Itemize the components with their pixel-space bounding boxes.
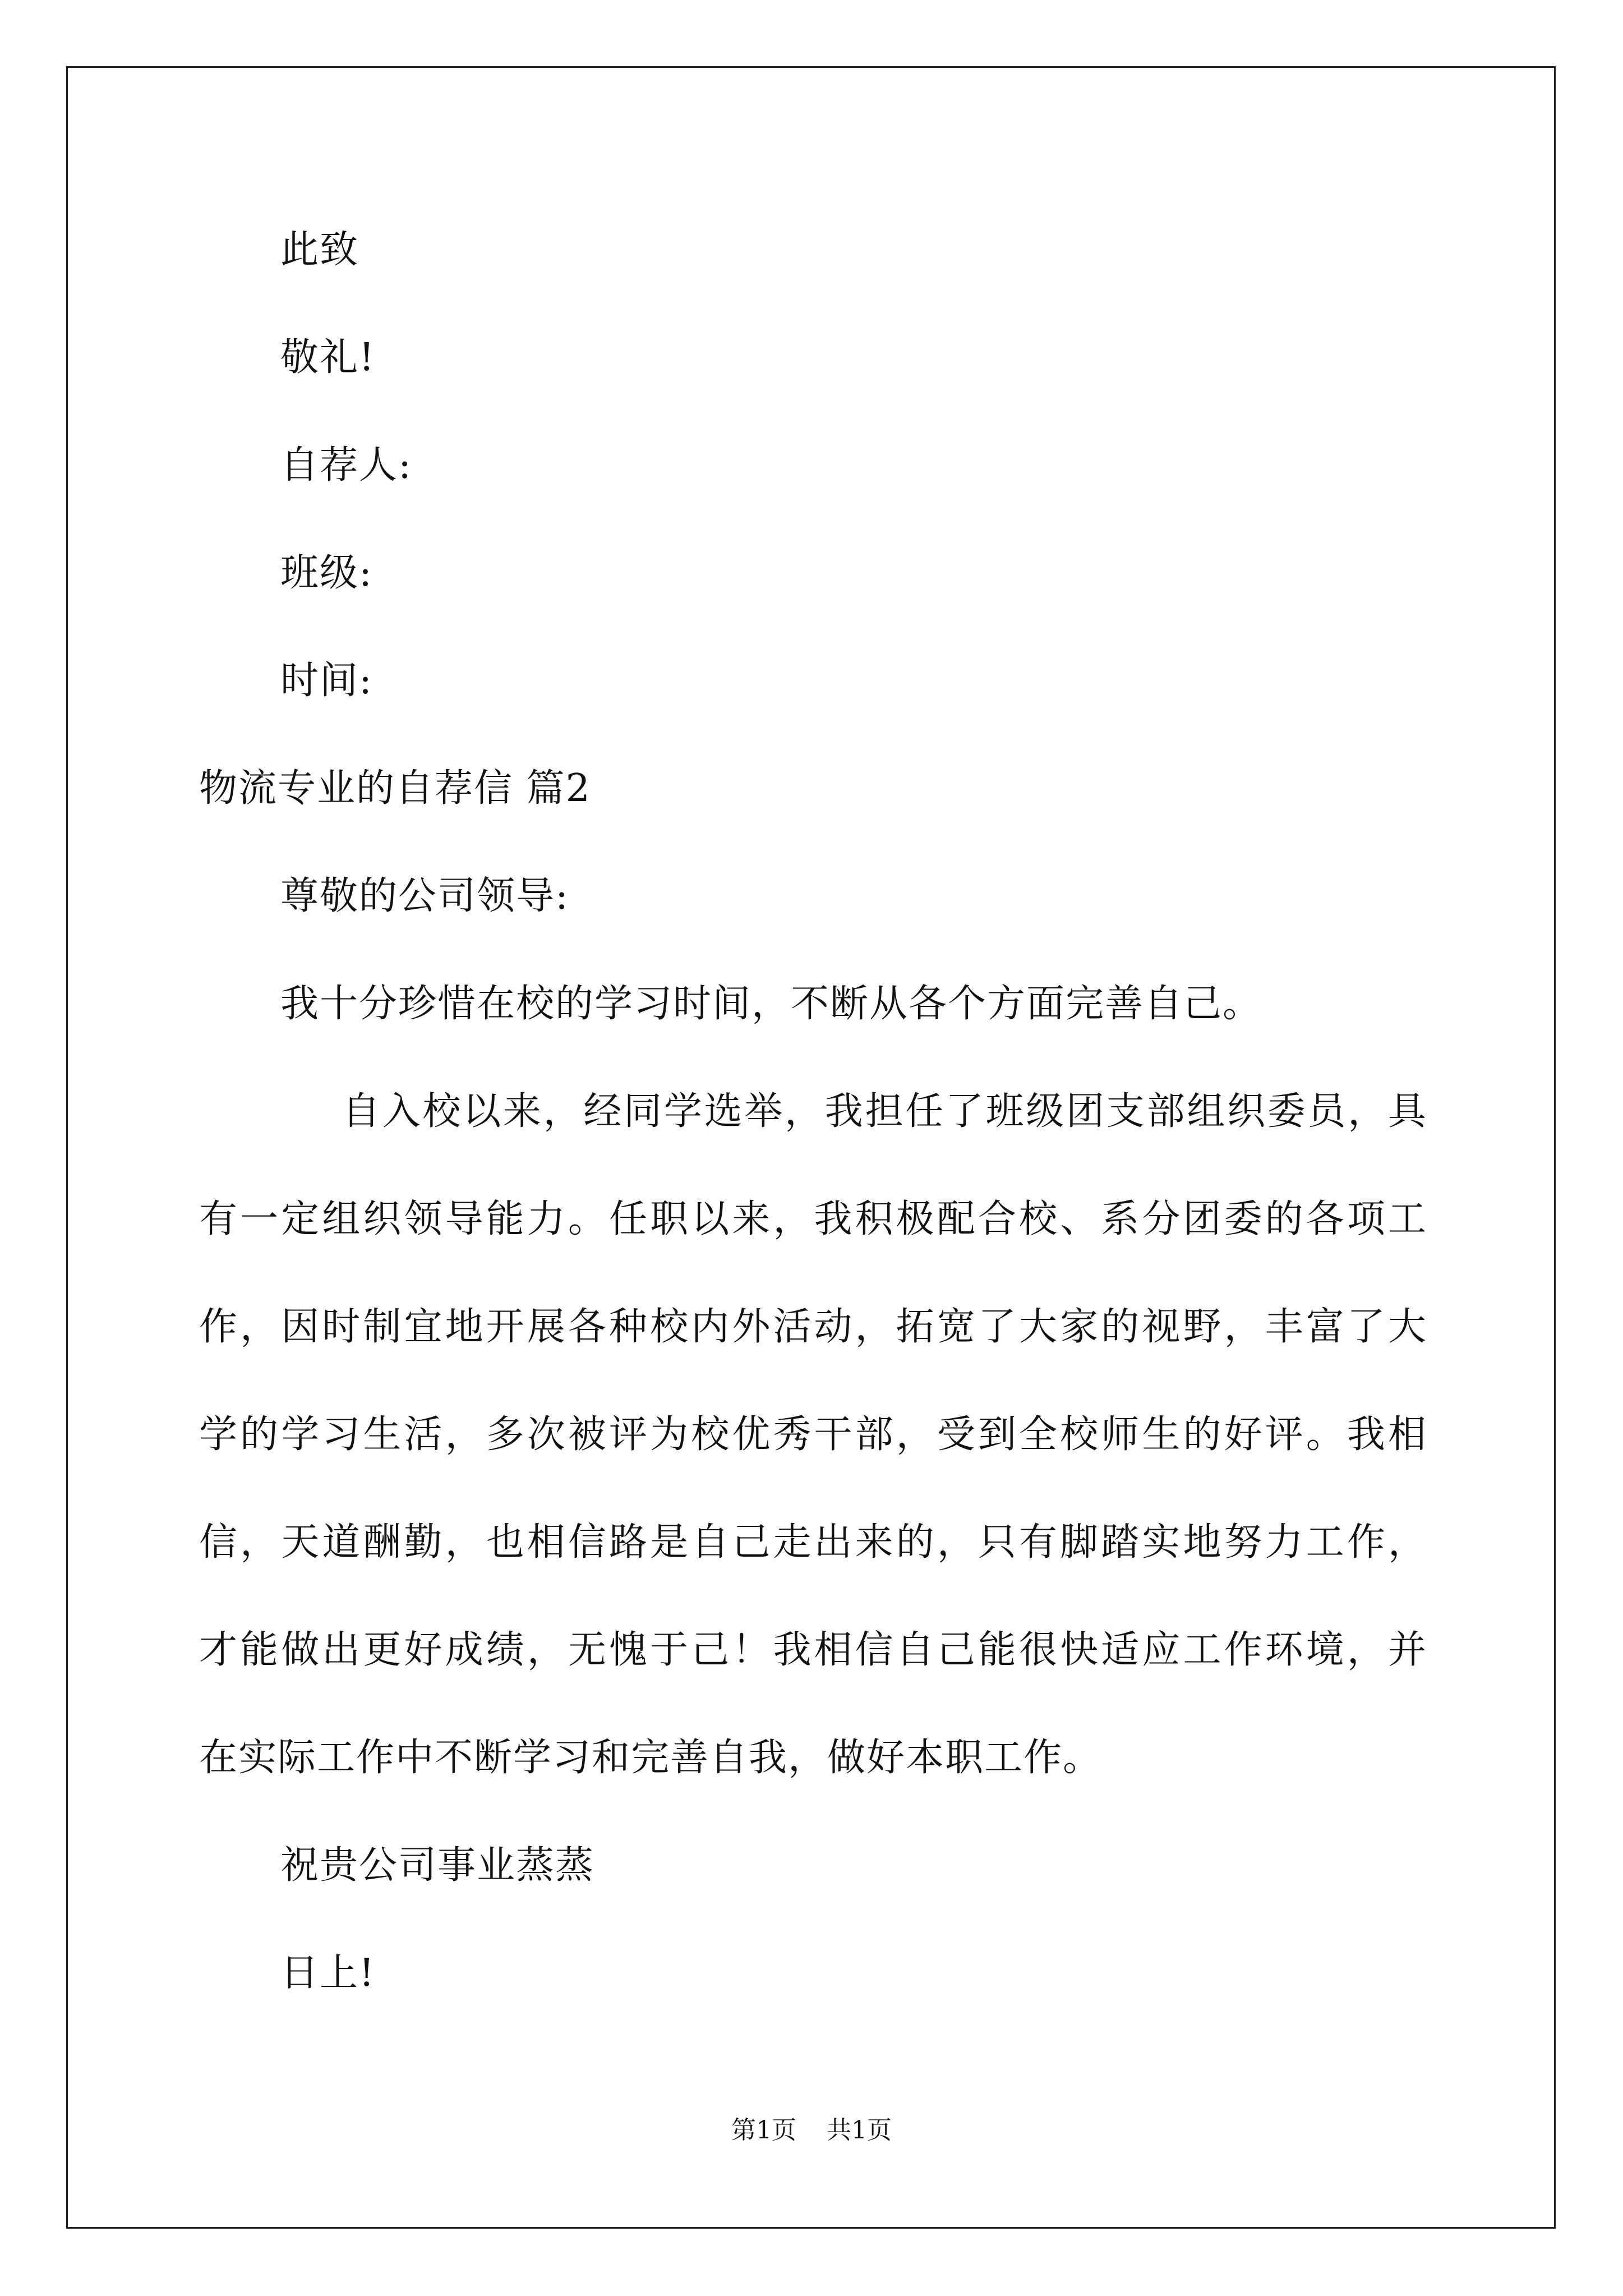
page-border (66, 66, 1556, 2229)
paragraph-1: 我十分珍惜在校的学习时间，不断从各个方面完善自己。 (280, 982, 1262, 1026)
paragraph-2-line: 作，因时制宜地开展各种校内外活动，拓宽了大家的视野，丰富了大 (199, 1305, 1427, 1349)
salutation: 此致 (280, 228, 359, 272)
page-number-total: 共1页 (827, 2116, 892, 2145)
paragraph-2-line: 有一定组织领导能力。任职以来，我积极配合校、系分团委的各项工 (199, 1197, 1427, 1241)
page-number-current: 第1页 (731, 2116, 796, 2145)
paragraph-2-line: 在实际工作中不断学习和完善自我，做好本职工作。 (199, 1736, 1103, 1780)
paragraph-2-line: 自入校以来，经同学选举，我担任了班级团支部组织委员，具 (342, 1089, 1427, 1134)
page-footer (0, 2114, 1623, 2147)
paragraph-2-line: 学的学习生活，多次被评为校优秀干部，受到全校师生的好评。我相 (199, 1412, 1427, 1457)
class-label: 班级: (280, 551, 373, 595)
time-label: 时间: (280, 659, 373, 703)
closing-line-2: 日上! (280, 1951, 376, 1995)
paragraph-2-line: 信，天道酬勤，也相信路是自己走出来的，只有脚踏实地努力工作， (199, 1520, 1427, 1565)
paragraph-2-line: 才能做出更好成绩，无愧于己！我相信自己能很快适应工作环境，并 (199, 1628, 1427, 1672)
closing-line-1: 祝贵公司事业蒸蒸 (280, 1843, 595, 1888)
section-heading: 物流专业的自荐信 篇2 (199, 766, 591, 811)
greeting: 尊敬的公司领导: (280, 874, 569, 918)
regards: 敬礼! (280, 335, 376, 380)
recommender-label: 自荐人: (280, 443, 412, 487)
